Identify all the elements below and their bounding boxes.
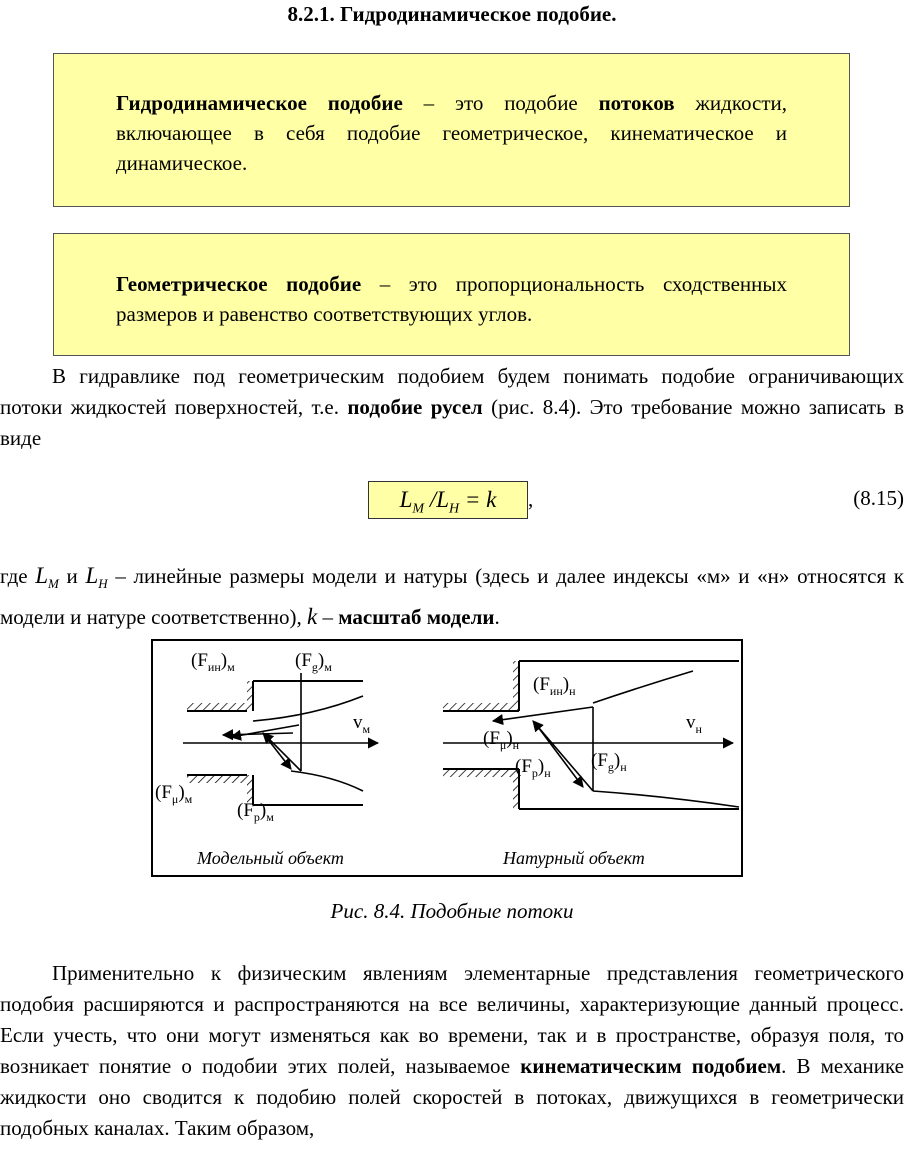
model-force-arrows <box>183 673 378 791</box>
definition-body: – это пропорциональность сходственных размеров и равенство соответствующих углов. <box>116 272 787 326</box>
symbol-l: L <box>35 563 49 588</box>
definition-body-cont: жидкости, включающее в себя подобие геометрическое, кинематическое и динамическое. <box>116 91 787 175</box>
symbol-subscript: Н <box>98 576 108 592</box>
paragraph-text: В гидравлике под геометрическим подобием будем понимать подобие ограничивающих потоки жидкостей поверхностей, т.е. <box>0 364 904 419</box>
paragraph-text-cont: (рис. 8.4). Это требование можно записать в виде <box>0 395 904 450</box>
figure-caption: Рис. 8.4. Подобные потоки <box>330 899 574 923</box>
formula-symbol: L <box>399 487 413 512</box>
formula-symbol: L <box>436 487 450 512</box>
paragraph-text: Применительно к физическим явлениям элементарные представления геометрического подобия расширяются и распространяются на все величины, характеризующие данный процесс. Если учесть, что они могут изменяться как во времени, так и в пространстве, образуя поля, то возникает понятие о подобии этих полей, называемое <box>0 961 904 1078</box>
paragraph-bold: кинематическим подобием <box>520 1054 782 1078</box>
equation-number: (8.15) <box>853 486 904 510</box>
paragraph-text: где <box>0 564 36 588</box>
model-object-caption: Модельный объект <box>197 848 344 868</box>
paragraph-scale <box>0 559 904 634</box>
paragraph-text-cont: . В механике жидкости оно сводится к подобию полей скоростей в потоках, движущихся в геометрически подобных каналах. Таким образом, <box>0 1054 904 1140</box>
formula-slash: / <box>424 487 437 512</box>
paragraph-kinematic-similarity <box>0 958 904 1144</box>
paragraph-bold: подобие русел <box>347 395 483 419</box>
definition-term: Гидродинамическое подобие <box>116 91 403 115</box>
paragraph-text: . <box>494 605 500 630</box>
definition-box-geometric <box>53 233 850 356</box>
paragraph-text: и <box>58 564 86 588</box>
definition-term: Геометрическое подобие <box>116 272 362 296</box>
formula-equals: = k <box>459 487 497 512</box>
label-f-viscous-natural: $(F_\mu)_н$ <box>483 728 520 752</box>
definition-body: – это подобие <box>402 91 599 115</box>
definition-bold: потоков <box>598 91 675 115</box>
flow-diagram <box>153 641 741 875</box>
label-velocity-model: $v_м$ <box>353 712 371 736</box>
label-f-gravity-model: $(F_g)_м$ <box>295 650 332 674</box>
formula-comma: , <box>528 487 534 511</box>
formula-subscript: Н <box>449 501 460 517</box>
symbol-k: k <box>306 604 318 630</box>
symbol-subscript: М <box>48 576 59 592</box>
label-f-pressure-model: $(F_p)_м$ <box>237 800 274 824</box>
symbol-l: L <box>85 563 99 588</box>
definition-text <box>116 88 787 178</box>
natural-object-caption: Натурный объект <box>503 848 645 868</box>
label-f-inertia-natural: $(F_{ин})_н$ <box>533 674 576 698</box>
label-f-inertia-model: $(F_{ин})_м$ <box>191 650 235 674</box>
paragraph-geometric-similarity <box>0 361 904 454</box>
figure-similar-flows <box>151 639 743 877</box>
paragraph-text: – <box>317 605 339 630</box>
definition-box-hydrodynamic <box>53 53 850 207</box>
formula-subscript: М <box>412 501 425 517</box>
definition-text <box>116 269 787 329</box>
label-f-gravity-natural: $(F_g)_н$ <box>591 750 627 774</box>
formula-8-15 <box>368 481 528 519</box>
paragraph-text: – линейные размеры модели и натуры (здесь и далее индексы «м» и «н» относятся к модели и натуре соответственно), <box>0 564 904 630</box>
label-velocity-natural: $v_н$ <box>686 712 702 736</box>
section-heading: 8.2.1. Гидродинамическое подобие. <box>287 2 617 26</box>
label-f-viscous-model: $(F_\mu)_м$ <box>155 782 193 806</box>
paragraph-bold: масштаб модели <box>338 605 495 630</box>
label-f-pressure-natural: $(F_p)_н$ <box>515 756 551 780</box>
